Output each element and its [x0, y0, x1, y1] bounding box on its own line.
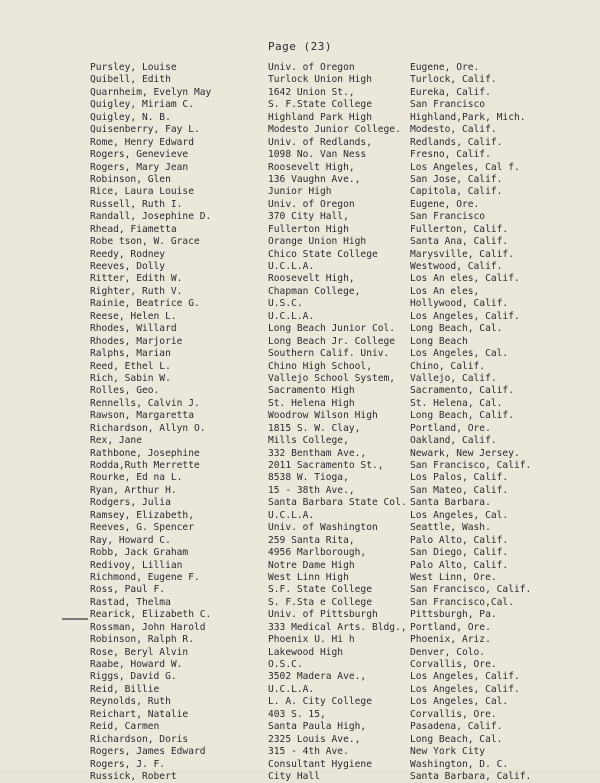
location: Newark, New Jersey.: [410, 447, 520, 459]
page-title: Page (23): [267, 40, 333, 53]
location: Corvallis, Ore.: [410, 708, 497, 720]
location: San Mateo, Calif.: [410, 484, 509, 496]
institution: Consultant Hygiene: [268, 758, 372, 770]
institution: City Hall: [268, 770, 320, 782]
person-name: Rathbone, Josephine: [90, 447, 200, 459]
institution: Univ. of Redlands,: [268, 136, 372, 148]
list-item: [90, 137, 590, 149]
person-name: Reeves, G. Spencer: [90, 522, 194, 534]
location: Los Angeles, Cal.: [410, 696, 509, 708]
institution: St. Helena High: [268, 397, 355, 409]
person-name: Richmond, Eugene F.: [90, 571, 200, 583]
person-name: Reichart, Natalie: [90, 708, 189, 720]
list-item: [90, 87, 590, 99]
institution: 1815 S. W. Clay,: [268, 422, 361, 434]
location: Eugene, Ore.: [410, 198, 480, 210]
list-item: [90, 684, 590, 696]
list-item: [90, 435, 590, 447]
list-item: [90, 448, 590, 460]
location: New York City: [410, 746, 486, 758]
location: San Francisco: [410, 99, 486, 111]
location: Santa Barbara.: [410, 497, 491, 509]
institution: S.F. State College: [268, 584, 372, 596]
institution: Southern Calif. Univ.: [268, 348, 390, 360]
location: Palo Alto, Calif.: [410, 534, 509, 546]
list-item: [90, 547, 590, 559]
institution: O.S.C.: [268, 659, 303, 670]
list-item: [90, 398, 590, 410]
location: Long Beach: [410, 335, 468, 347]
location: San Francisco,Cal.: [410, 596, 514, 608]
list-item: [90, 597, 590, 609]
person-name: Pursley, Louise: [90, 62, 177, 73]
person-name: Robe tson, W. Grace: [90, 236, 200, 248]
location: Marysville, Calif.: [410, 248, 514, 260]
institution: U.C.L.A.: [268, 509, 315, 521]
person-name: Randall, Josephine D.: [90, 211, 212, 223]
institution: Orange Union High: [268, 236, 367, 248]
institution: Woodrow Wilson High: [268, 410, 378, 422]
location: Hollywood, Calif.: [410, 298, 509, 310]
list-item: [90, 211, 590, 223]
directory-list: [90, 62, 590, 783]
institution: 136 Vaughn Ave.,: [268, 173, 361, 185]
institution: West Linn High: [268, 571, 349, 583]
institution: Univ. of Oregon: [268, 62, 355, 73]
location: Chino, Calif.: [410, 360, 486, 372]
list-item: [90, 149, 590, 161]
location: San Francisco, Calif.: [410, 584, 532, 596]
list-item: [90, 348, 590, 360]
institution: U.S.C.: [268, 298, 303, 310]
institution: Long Beach Junior Col.: [268, 323, 396, 335]
institution: U.C.L.A.: [268, 683, 315, 695]
person-name: Rennells, Calvin J.: [90, 397, 200, 409]
person-name: Rogers, J. F.: [90, 758, 166, 770]
list-item: [90, 410, 590, 422]
list-item: [90, 634, 590, 646]
person-name: Reed, Ethel L.: [90, 360, 171, 372]
location: Redlands, Calif.: [410, 136, 503, 148]
institution: Long Beach Jr. College: [268, 335, 396, 347]
location: Los Angeles, Calif.: [410, 310, 520, 322]
person-name: Reese, Helen L.: [90, 310, 177, 322]
list-item: [90, 124, 590, 136]
person-name: Redivoy, Lillian: [90, 559, 183, 571]
location: San Francisco: [410, 211, 486, 223]
institution: Santa Barbara State Col.: [268, 497, 407, 509]
person-name: Rhodes, Willard: [90, 323, 177, 335]
person-name: Rourke, Ed na L.: [90, 472, 183, 484]
location: Modesto, Calif.: [410, 124, 497, 136]
person-name: Robinson, Ralph R.: [90, 634, 194, 646]
person-name: Ralphs, Marian: [90, 348, 171, 360]
institution: Univ. of Oregon: [268, 198, 355, 210]
location: Los An eles, Calif.: [410, 273, 520, 285]
location: Long Beach, Cal.: [410, 323, 503, 335]
person-name: Reeves, Dolly: [90, 261, 166, 272]
list-item: [90, 336, 590, 348]
person-name: Rhodes, Marjorie: [90, 335, 183, 347]
list-item: [90, 199, 590, 211]
list-item: [90, 696, 590, 708]
person-name: Rose, Beryl Alvin: [90, 646, 189, 658]
institution: Chapman College,: [268, 285, 361, 297]
person-name: Righter, Ruth V.: [90, 285, 183, 297]
list-item: [90, 485, 590, 497]
list-item: [90, 361, 590, 373]
person-name: Richardson, Doris: [90, 733, 189, 745]
person-name: Rossman, John Harold: [90, 621, 206, 633]
list-item: [90, 647, 590, 659]
institution: 315 - 4th Ave.: [268, 746, 349, 758]
list-item: [90, 671, 590, 683]
list-item: [90, 560, 590, 572]
person-name: Richardson, Allyn O.: [90, 422, 206, 434]
institution: 4956 Marlborough,: [268, 547, 367, 559]
location: Los Palos, Calif.: [410, 472, 509, 484]
person-name: Ross, Paul F.: [90, 584, 166, 596]
location: Denver, Colo.: [410, 646, 486, 658]
location: Capitola, Calif.: [410, 186, 503, 198]
person-name: Robinson, Glen: [90, 173, 171, 185]
location: Eureka, Calif.: [410, 86, 491, 98]
person-name: Reid, Billie: [90, 683, 160, 695]
institution: 2325 Louis Ave.,: [268, 733, 361, 745]
person-name: Rogers, James Edward: [90, 746, 206, 758]
institution: 3502 Madera Ave.,: [268, 671, 367, 683]
institution: Univ. of Washington: [268, 522, 378, 534]
person-name: Reynolds, Ruth: [90, 696, 171, 708]
person-name: Riggs, David G.: [90, 671, 177, 683]
institution: U.C.L.A.: [268, 261, 315, 272]
person-name: Ryan, Arthur H.: [90, 484, 177, 496]
location: Phoenix, Ariz.: [410, 634, 491, 646]
location: Corvallis, Ore.: [410, 659, 497, 670]
list-item: [90, 323, 590, 335]
person-name: Rastad, Thelma: [90, 596, 171, 608]
location: Portland, Ore.: [410, 422, 491, 434]
list-item: [90, 734, 590, 746]
location: Fullerton, Calif.: [410, 223, 509, 235]
list-item: [90, 373, 590, 385]
person-name: Rex, Jane: [90, 435, 142, 447]
institution: Vallejo School System,: [268, 372, 396, 384]
person-name: Reedy, Rodney: [90, 248, 166, 260]
list-item: [90, 112, 590, 124]
location: Los Angeles, Cal f.: [410, 161, 520, 173]
list-item: [90, 659, 590, 671]
person-name: Ritter, Edith W.: [90, 273, 183, 285]
institution: Junior High: [268, 186, 332, 198]
person-name: Quisenberry, Fay L.: [90, 124, 200, 136]
list-item: [90, 261, 590, 273]
location: Sacramento, Calif.: [410, 385, 514, 397]
location: Los Angeles, Cal.: [410, 348, 509, 360]
list-item: [90, 99, 590, 111]
list-item: [90, 224, 590, 236]
institution: Turlock Union High: [268, 74, 372, 86]
person-name: Rodda,Ruth Merrette: [90, 460, 200, 471]
institution: S. F.State College: [268, 99, 372, 111]
institution: L. A. City College: [268, 696, 372, 708]
list-item: [90, 572, 590, 584]
list-item: [90, 249, 590, 261]
location: Los Angeles, Cal.: [410, 509, 509, 521]
person-name: Rodgers, Julia: [90, 497, 171, 509]
list-item: [90, 174, 590, 186]
institution: Santa Paula High,: [268, 721, 367, 733]
person-name: Quigley, N. B.: [90, 111, 171, 123]
institution: Modesto Junior College.: [268, 124, 401, 136]
person-name: Rawson, Margaretta: [90, 410, 194, 422]
list-item: [90, 286, 590, 298]
location: Los An eles,: [410, 285, 480, 297]
person-name: Russick, Robert: [90, 770, 177, 782]
list-item: [90, 74, 590, 86]
person-name: Rearick, Elizabeth C.: [90, 609, 212, 621]
list-item: [90, 759, 590, 771]
location: San Diego, Calif.: [410, 547, 509, 559]
list-item: [90, 298, 590, 310]
list-item: [90, 162, 590, 174]
list-item: [90, 385, 590, 397]
location: West Linn, Ore.: [410, 571, 497, 583]
institution: Fullerton High: [268, 223, 349, 235]
list-item: [90, 510, 590, 522]
person-name: Rogers, Mary Jean: [90, 161, 189, 173]
institution: Highland Park High: [268, 111, 372, 123]
person-name: Ramsey, Elizabeth,: [90, 509, 194, 521]
list-item: [90, 472, 590, 484]
margin-pen-mark: [62, 617, 88, 621]
institution: Chino High School,: [268, 360, 372, 372]
institution: 2011 Sacramento St.,: [268, 460, 384, 471]
list-item: [90, 746, 590, 758]
location: Fresno, Calif.: [410, 149, 491, 161]
location: Washington, D. C.: [410, 758, 509, 770]
location: Pittsburgh, Pa.: [410, 609, 497, 621]
institution: Notre Dame High: [268, 559, 355, 571]
institution: 259 Santa Rita,: [268, 534, 355, 546]
person-name: Raabe, Howard W.: [90, 659, 183, 670]
institution: Phoenix U. Hi h: [268, 634, 355, 646]
institution: 333 Medical Arts. Bldg.,: [268, 621, 407, 633]
location: Long Beach, Calif.: [410, 410, 514, 422]
location: Oakland, Calif.: [410, 435, 497, 447]
location: Santa Barbara, Calif.: [410, 770, 532, 782]
location: Seattle, Wash.: [410, 522, 491, 534]
list-item: [90, 721, 590, 733]
location: San Jose, Calif.: [410, 173, 503, 185]
institution: 332 Bentham Ave.,: [268, 447, 367, 459]
location: Palo Alto, Calif.: [410, 559, 509, 571]
institution: Chico State College: [268, 248, 378, 260]
list-item: [90, 186, 590, 198]
list-item: [90, 62, 590, 74]
location: Los Angeles, Calif.: [410, 671, 520, 683]
institution: U.C.L.A.: [268, 310, 315, 322]
list-item: [90, 273, 590, 285]
list-item: [90, 709, 590, 721]
location: Eugene, Ore.: [410, 62, 480, 73]
person-name: Reid, Carmen: [90, 721, 160, 733]
institution: Univ. of Pittsburgh: [268, 609, 378, 621]
location: Portland, Ore.: [410, 621, 491, 633]
list-item: [90, 535, 590, 547]
location: Westwood, Calif.: [410, 261, 503, 272]
person-name: Rogers, Genevieve: [90, 149, 189, 161]
list-item: [90, 236, 590, 248]
person-name: Robb, Jack Graham: [90, 547, 189, 559]
person-name: Quibell, Edith: [90, 74, 171, 86]
list-item: [90, 622, 590, 634]
institution: 370 City Hall,: [268, 211, 349, 223]
location: Vallejo, Calif.: [410, 372, 497, 384]
list-item: [90, 584, 590, 596]
location: Turlock, Calif.: [410, 74, 497, 86]
person-name: Rhead, Fiametta: [90, 223, 177, 235]
list-item: [90, 522, 590, 534]
location: Long Beach, Cal.: [410, 733, 503, 745]
institution: 8538 W. Tioga,: [268, 472, 349, 484]
list-item: [90, 311, 590, 323]
person-name: Russell, Ruth I.: [90, 198, 183, 210]
person-name: Quigley, Miriam C.: [90, 99, 194, 111]
list-item: [90, 609, 590, 621]
list-item: [90, 771, 590, 783]
institution: Sacramento High: [268, 385, 355, 397]
institution: Mills College,: [268, 435, 349, 447]
institution: 403 S. 15,: [268, 708, 326, 720]
location: Highland,Park, Mich.: [410, 111, 526, 123]
person-name: Rolles, Geo.: [90, 385, 160, 397]
institution: 1098 No. Van Ness: [268, 149, 367, 161]
institution: Roosevelt High,: [268, 273, 355, 285]
location: Los Angeles, Calif.: [410, 683, 520, 695]
location: St. Helena, Cal.: [410, 397, 503, 409]
institution: Roosevelt High,: [268, 161, 355, 173]
location: Santa Ana, Calif.: [410, 236, 509, 248]
person-name: Quarnheim, Evelyn May: [90, 86, 212, 98]
institution: Lakewood High: [268, 646, 344, 658]
location: San Francisco, Calif.: [410, 460, 532, 471]
institution: 1642 Union St.,: [268, 86, 355, 98]
person-name: Ray, Howard C.: [90, 534, 171, 546]
list-item: [90, 460, 590, 472]
location: Pasadena, Calif.: [410, 721, 503, 733]
person-name: Rich, Sabin W.: [90, 372, 171, 384]
person-name: Rice, Laura Louise: [90, 186, 194, 198]
person-name: Rome, Henry Edward: [90, 136, 194, 148]
institution: 15 - 38th Ave.,: [268, 484, 355, 496]
person-name: Rainie, Beatrice G.: [90, 298, 200, 310]
institution: S. F.Sta e College: [268, 596, 372, 608]
list-item: [90, 497, 590, 509]
list-item: [90, 423, 590, 435]
